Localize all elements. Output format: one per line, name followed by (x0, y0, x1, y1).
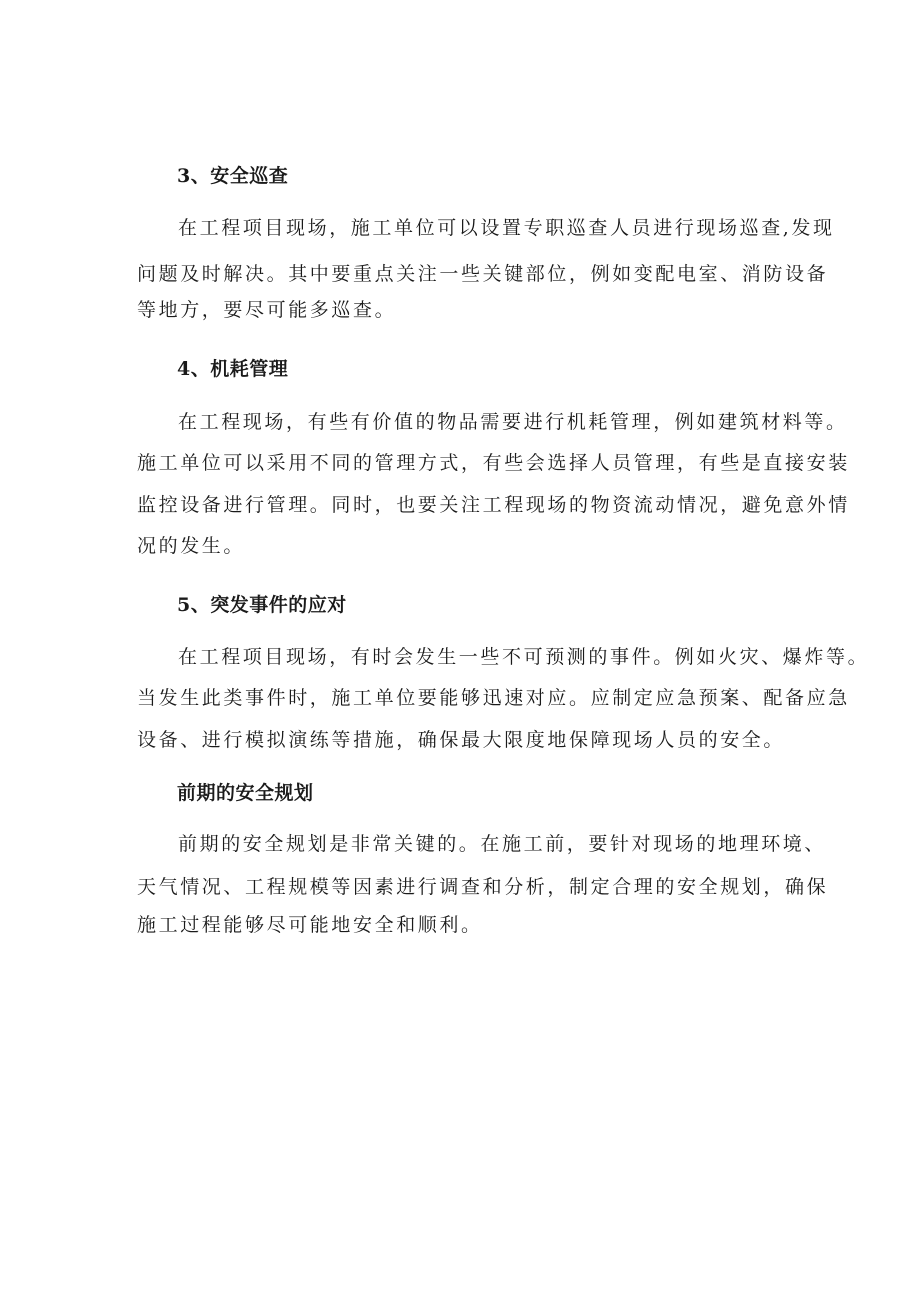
paragraph-line: 设备、进行模拟演练等措施，确保最大限度地保障现场人员的安全。 (137, 729, 786, 751)
paragraph-line: 天气情况、工程规模等因素进行调查和分析，制定合理的安全规划，确保 (137, 876, 829, 898)
paragraph-line: 在工程项目现场，施工单位可以设置专职巡查人员进行现场巡查,发现 (178, 217, 835, 239)
paragraph-line: 问题及时解决。其中要重点关注一些关键部位，例如变配电室、消防设备 (137, 263, 829, 285)
section-heading-safety-patrol: 3、安全巡查 (177, 165, 289, 187)
section-heading-consumption-management: 4、机耗管理 (177, 358, 289, 380)
paragraph-line: 施工过程能够尽可能地安全和顺利。 (137, 914, 483, 936)
paragraph-line: 监控设备进行管理。同时，也要关注工程现场的物资流动情况，避免意外情 (137, 494, 850, 516)
paragraph-line: 况的发生。 (137, 535, 246, 557)
section-heading-early-planning: 前期的安全规划 (177, 782, 314, 804)
paragraph-line: 前期的安全规划是非常关键的。在施工前，要针对现场的地理环境、 (178, 833, 827, 855)
paragraph-line: 当发生此类事件时，施工单位要能够迅速对应。应制定应急预案、配备应急 (137, 687, 850, 709)
paragraph-line: 施工单位可以采用不同的管理方式，有些会选择人员管理，有些是直接安装 (137, 452, 850, 474)
paragraph-line: 等地方，要尽可能多巡查。 (137, 299, 397, 321)
section-heading-emergency-response: 5、突发事件的应对 (177, 594, 347, 616)
paragraph-line: 在工程现场，有些有价值的物品需要进行机耗管理，例如建筑材料等。 (178, 411, 848, 433)
paragraph-line: 在工程项目现场，有时会发生一些不可预测的事件。例如火灾、爆炸等。 (178, 646, 870, 668)
